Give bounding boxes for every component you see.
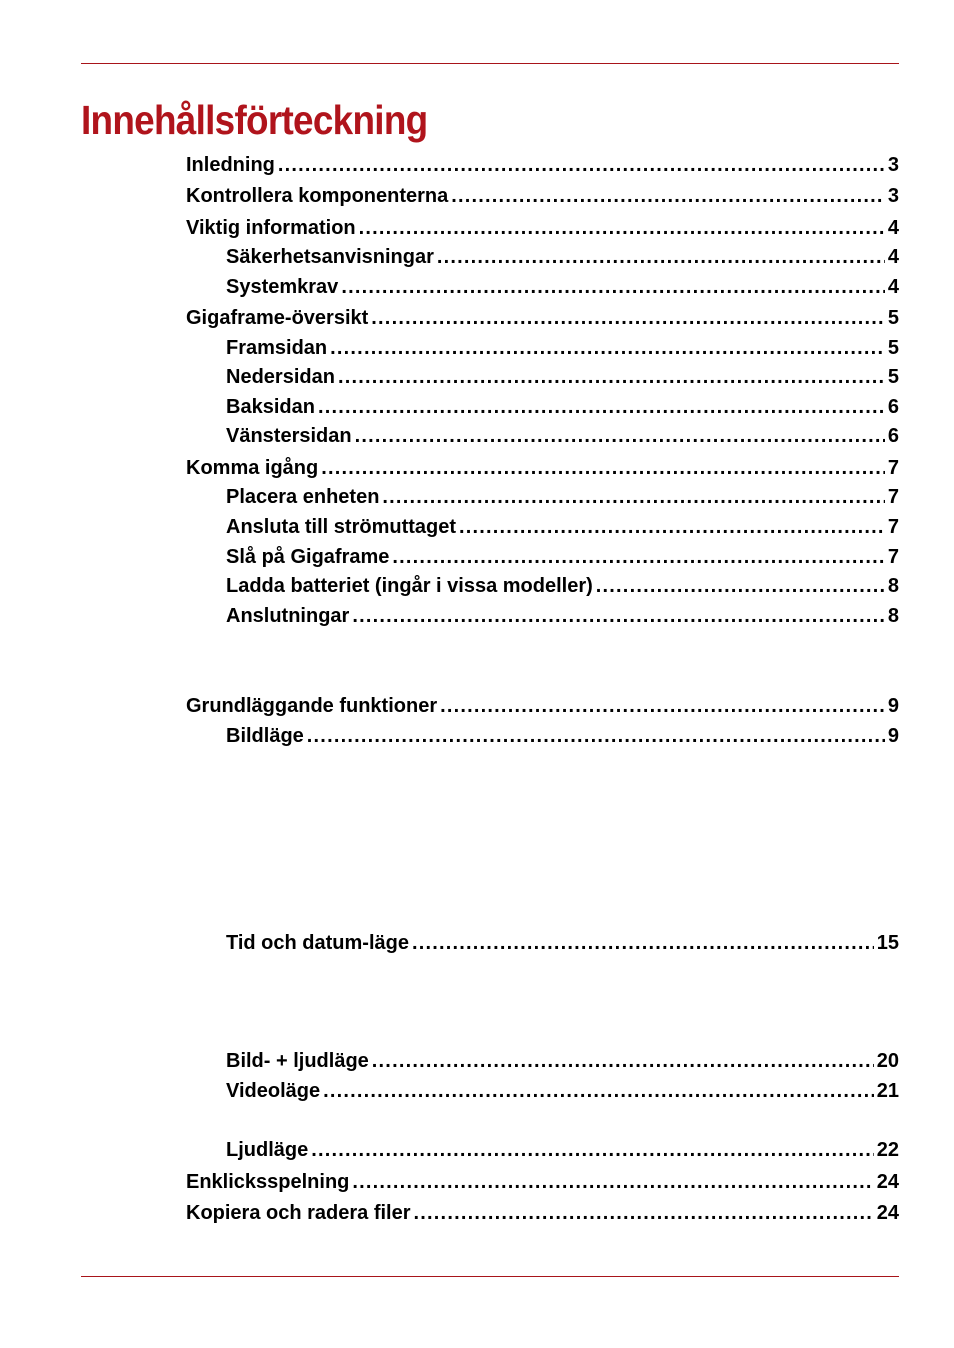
toc-entry-label: Nedersidan	[226, 366, 335, 388]
toc-entry[interactable]	[226, 545, 899, 569]
toc-entry-label: Inledning	[186, 154, 275, 176]
toc-page-number: 4	[887, 276, 899, 298]
toc-entry-label: Framsidan	[226, 337, 328, 359]
toc-entry-label: Viktig information	[186, 217, 356, 239]
toc-leader-dots	[278, 153, 885, 177]
toc-entry[interactable]	[226, 1049, 899, 1073]
toc-entry[interactable]	[186, 184, 899, 208]
toc-entry[interactable]	[226, 245, 899, 269]
toc-entry[interactable]	[186, 153, 899, 177]
toc-entry[interactable]	[226, 604, 899, 628]
toc-entry[interactable]	[226, 424, 899, 448]
toc-leader-dots	[459, 515, 885, 539]
toc-leader-dots	[412, 931, 874, 955]
toc-entry[interactable]	[186, 1170, 899, 1194]
toc-page-number: 24	[876, 1202, 899, 1224]
toc-page-number: 6	[887, 396, 899, 418]
toc-entry-label: Bild- + ljudläge	[226, 1050, 369, 1072]
toc-entry-label: Ladda batteriet (ingår i vissa modeller)	[226, 575, 593, 597]
toc-entry-label: Säkerhetsanvisningar	[226, 246, 434, 268]
toc-leader-dots	[311, 1138, 874, 1162]
toc-entry[interactable]	[186, 216, 899, 240]
toc-leader-dots	[382, 485, 884, 509]
toc-entry[interactable]	[226, 365, 899, 389]
toc-entry-label: Bildläge	[226, 725, 304, 747]
toc-entry[interactable]	[226, 1079, 899, 1103]
toc-entry-label: Videoläge	[226, 1080, 321, 1102]
toc-entry-label: Placera enheten	[226, 486, 380, 508]
toc-entry-label: Vänstersidan	[226, 425, 352, 447]
toc-page-number: 3	[887, 154, 899, 176]
toc-entry-label: Ljudläge	[226, 1139, 309, 1161]
toc-leader-dots	[596, 574, 885, 598]
toc-leader-dots	[323, 1079, 874, 1103]
toc-page-number: 24	[876, 1171, 899, 1193]
page-title: Innehållsförteckning	[81, 97, 428, 143]
toc-entry-label: Systemkrav	[226, 276, 339, 298]
toc-leader-dots	[437, 245, 885, 269]
toc-leader-dots	[352, 604, 885, 628]
toc-page-number: 6	[887, 425, 899, 447]
toc-entry-label: Kopiera och radera filer	[186, 1202, 411, 1224]
toc-page-number: 22	[876, 1139, 899, 1161]
toc-entry-label: Komma igång	[186, 457, 319, 479]
toc-entry-label: Enklicksspelning	[186, 1171, 350, 1193]
toc-entry[interactable]	[226, 336, 899, 360]
toc-leader-dots	[372, 1049, 874, 1073]
toc-page-number: 21	[876, 1080, 899, 1102]
toc-page-number: 8	[887, 575, 899, 597]
toc-page-number: 5	[887, 337, 899, 359]
toc-entry-label: Gigaframe-översikt	[186, 307, 369, 329]
toc-page-number: 7	[887, 546, 899, 568]
toc-page-number: 5	[887, 366, 899, 388]
toc-page-number: 20	[876, 1050, 899, 1072]
bottom-rule	[81, 1276, 899, 1277]
toc-leader-dots	[330, 336, 885, 360]
toc-page-number: 9	[887, 695, 899, 717]
toc-leader-dots	[371, 306, 885, 330]
toc-page-number: 4	[887, 246, 899, 268]
toc-page-number: 9	[887, 725, 899, 747]
toc-entry-label: Slå på Gigaframe	[226, 546, 390, 568]
toc-entry-label: Ansluta till strömuttaget	[226, 516, 457, 538]
toc-page-number: 7	[887, 486, 899, 508]
toc-leader-dots	[392, 545, 884, 569]
toc-page-number: 15	[876, 932, 899, 954]
toc-leader-dots	[321, 456, 885, 480]
toc-entry[interactable]	[186, 306, 899, 330]
toc-entry[interactable]	[226, 1138, 899, 1162]
toc-leader-dots	[451, 184, 885, 208]
toc-entry[interactable]	[226, 724, 899, 748]
toc-leader-dots	[414, 1201, 874, 1225]
toc-entry[interactable]	[186, 456, 899, 480]
toc-entry-label: Baksidan	[226, 396, 315, 418]
toc-page-number: 5	[887, 307, 899, 329]
toc-leader-dots	[318, 395, 885, 419]
toc-entry[interactable]	[226, 485, 899, 509]
toc-leader-dots	[341, 275, 885, 299]
toc-entry[interactable]	[226, 515, 899, 539]
toc-entry[interactable]	[226, 931, 899, 955]
toc-leader-dots	[307, 724, 885, 748]
toc-entry-label: Anslutningar	[226, 605, 350, 627]
toc-entry[interactable]	[226, 395, 899, 419]
toc-entry-label: Grundläggande funktioner	[186, 695, 438, 717]
toc-entry[interactable]	[186, 694, 899, 718]
toc-leader-dots	[440, 694, 885, 718]
toc-entry[interactable]	[226, 275, 899, 299]
toc-leader-dots	[355, 424, 885, 448]
toc-page-number: 8	[887, 605, 899, 627]
toc-page-number: 4	[887, 217, 899, 239]
toc-page-number: 3	[887, 185, 899, 207]
toc-leader-dots	[338, 365, 885, 389]
toc-entry-label: Kontrollera komponenterna	[186, 185, 449, 207]
toc-leader-dots	[359, 216, 885, 240]
toc-page-number: 7	[887, 457, 899, 479]
toc-entry[interactable]	[186, 1201, 899, 1225]
toc-leader-dots	[352, 1170, 873, 1194]
toc-page-number: 7	[887, 516, 899, 538]
toc-entry-label: Tid och datum-läge	[226, 932, 409, 954]
toc-entry[interactable]	[226, 574, 899, 598]
